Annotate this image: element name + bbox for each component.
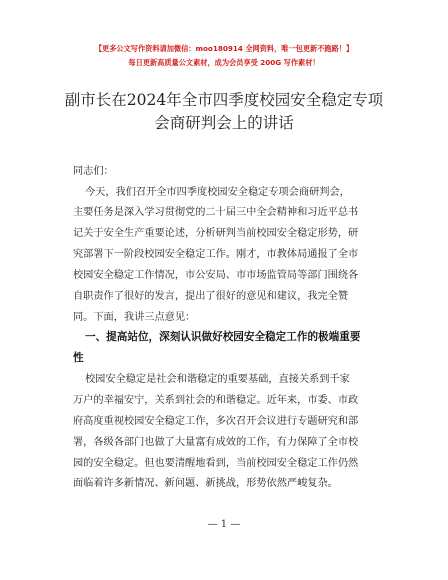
paragraph-line: 校园安全稳定是社会和谐稳定的重要基础，直接关系到千家 (85, 374, 350, 385)
promo-line-1: 【更多公文写作资料请加微信：moo180914 全网资料，唯一包更新不跑路！】 (94, 44, 354, 53)
document-title-line-2: 会商研判会上的讲话 (154, 114, 294, 132)
paragraph-line: 记关于安全生产重要论述，分析研判当前校园安全稳定形势，研 (73, 228, 359, 239)
section-heading: 性 (73, 352, 84, 364)
greeting: 同志们： (73, 166, 114, 177)
paragraph-line: 究部署下一阶段校园安全稳定工作。刚才，市教体局通报了全市 (73, 249, 359, 260)
paragraph-line: 府高度重视校园安全稳定工作，多次召开会议进行专题研究和部 (73, 416, 359, 427)
paragraph-line: 万户的幸福安宁，关系到社会的和谐稳定。近年来，市委、市政 (73, 395, 359, 406)
promo-line-2: 每日更新高质量公文素材，成为会员享受 200G 写作素材！ (128, 58, 320, 67)
paragraph-line: 校园安全稳定工作情况，市公安局、市市场监管局等部门围绕各 (73, 270, 359, 281)
document-title-line-1: 副市长在2024年全市四季度校园安全稳定专项 (64, 91, 384, 109)
section-heading: 一、提高站位，深刻认识做好校园安全稳定工作的极端重要 (85, 331, 361, 343)
page-number: — 1 — (207, 519, 241, 530)
paragraph-line: 今天，我们召开全市四季度校园安全稳定专项会商研判会， (85, 187, 350, 198)
paragraph-line: 主要任务是深入学习贯彻党的二十届三中全会精神和习近平总书 (73, 207, 359, 218)
paragraph-line: 园的安全稳定。但也要清醒地看到，当前校园安全稳定工作仍然 (73, 458, 359, 469)
paragraph-line: 署，各级各部门也做了大量富有成效的工作，有力保障了全市校 (73, 437, 359, 448)
paragraph-line: 自职责作了很好的发言，提出了很好的意见和建议，我完全赞 (73, 291, 349, 302)
paragraph-line: 面临着许多新情况、新问题、新挑战，形势依然严峻复杂。 (73, 478, 338, 489)
paragraph-line: 同。下面，我讲三点意见： (73, 312, 196, 323)
